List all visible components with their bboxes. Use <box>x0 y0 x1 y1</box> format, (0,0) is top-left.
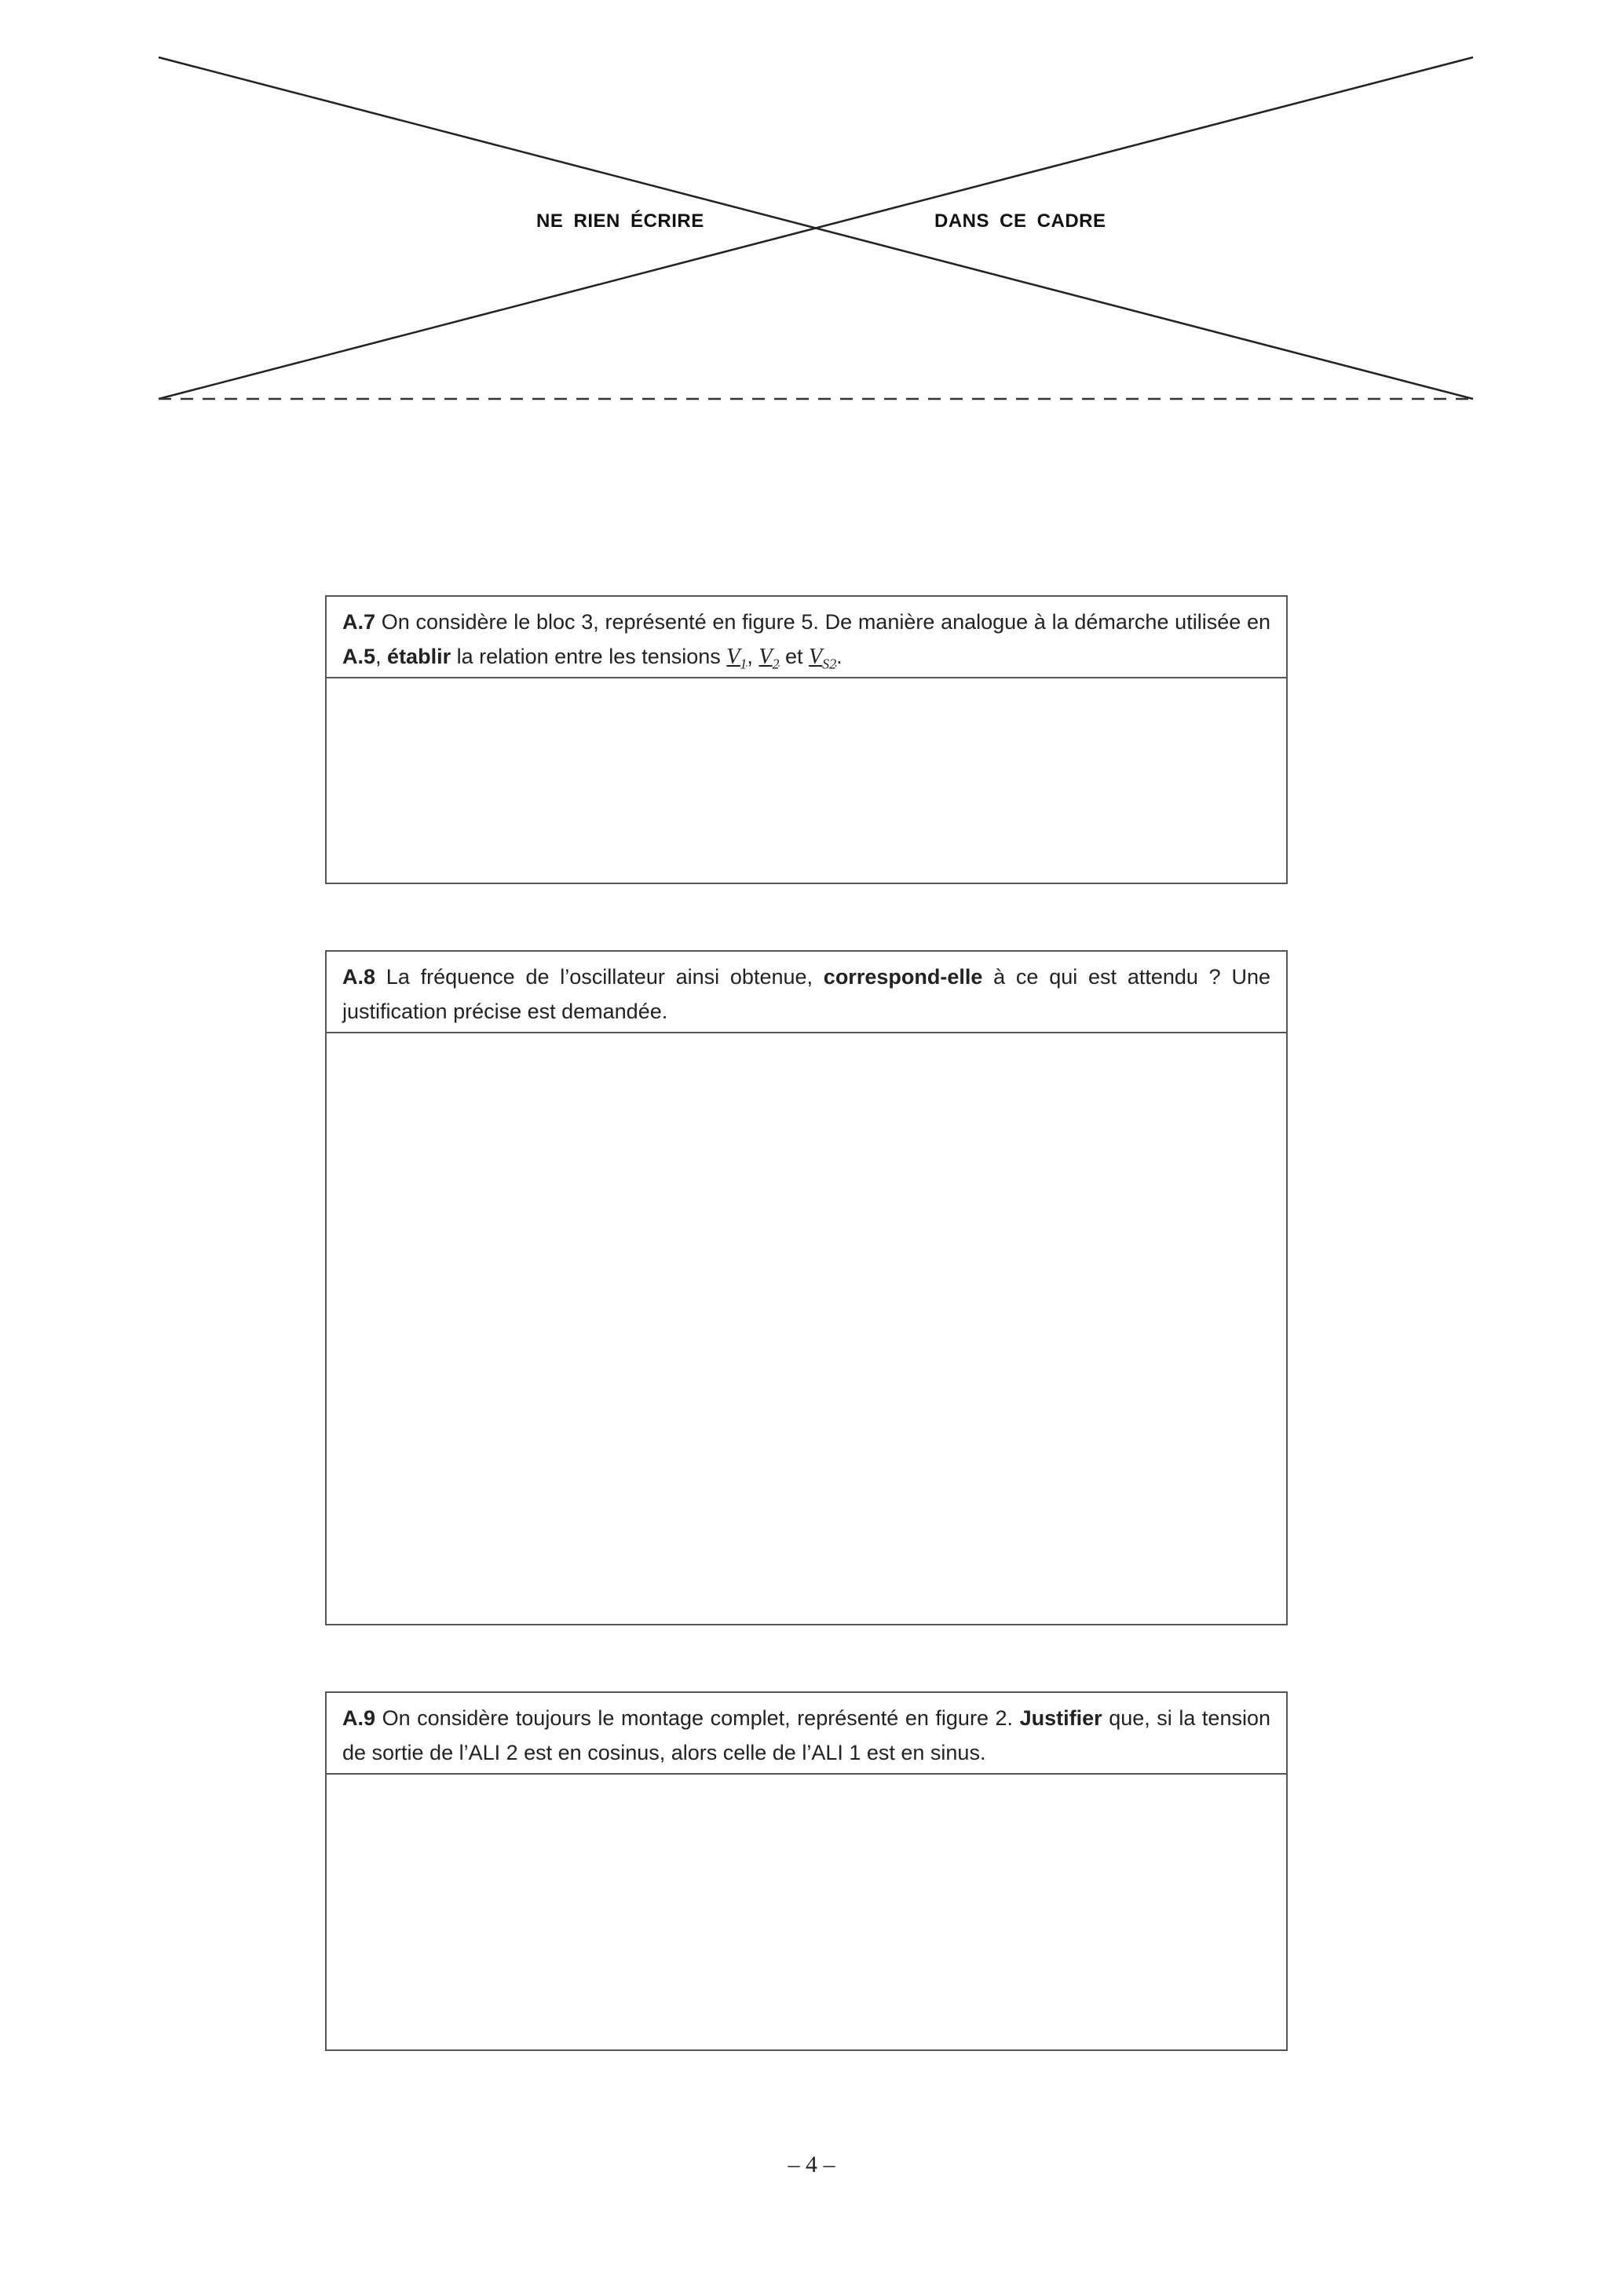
question-text: On considère toujours le montage complet, représenté en figure 2. <box>375 1706 1020 1730</box>
no-write-cross <box>0 0 1623 424</box>
question-text: et <box>779 645 810 668</box>
question-box-a8 <box>325 950 1288 1625</box>
page-number: – 4 – <box>788 2152 835 2177</box>
question-id: A.9 <box>342 1706 376 1730</box>
question-verb: établir <box>387 645 451 668</box>
question-text: , <box>747 645 759 668</box>
question-id: A.8 <box>342 965 376 989</box>
answer-area-a8[interactable] <box>327 1033 1286 1624</box>
question-text: , <box>375 645 388 668</box>
question-text-a9 <box>327 1693 1286 1775</box>
question-reference: A.5 <box>342 645 376 668</box>
question-text: à ce qui est attendu ? Une justification précise est demandée. <box>342 965 1270 1023</box>
question-text: . <box>836 645 843 668</box>
math-v2: $V_2$ <box>758 645 780 672</box>
question-text: On considère le bloc 3, représenté en figure 5. De manière analogue à la démarche utilisée en <box>375 610 1270 634</box>
question-text: la relation entre les tensions <box>451 645 727 668</box>
question-box-a7 <box>325 595 1288 884</box>
question-verb: Justifier <box>1019 1706 1102 1730</box>
question-id: A.7 <box>342 610 376 634</box>
no-write-label-right: DANS CE CADRE <box>934 210 1106 232</box>
question-text: La fréquence de l’oscillateur ainsi obtenue, <box>375 965 824 989</box>
answer-area-a7[interactable] <box>327 678 1286 883</box>
question-text-a8 <box>327 952 1286 1033</box>
math-vs2: $V_{S2}$ <box>809 645 837 672</box>
question-box-a9 <box>325 1691 1288 2051</box>
answer-area-a9[interactable] <box>327 1775 1286 2049</box>
math-v1: $V_1$ <box>726 645 748 672</box>
question-verb: correspond-elle <box>823 965 983 989</box>
no-write-label-left: NE RIEN ÉCRIRE <box>536 210 704 232</box>
question-text-a7 <box>327 597 1286 678</box>
question-text: que, si la tension de sortie de l’ALI 2 est en cosinus, alors celle de l’ALI 1 est en sinus. <box>342 1706 1270 1764</box>
